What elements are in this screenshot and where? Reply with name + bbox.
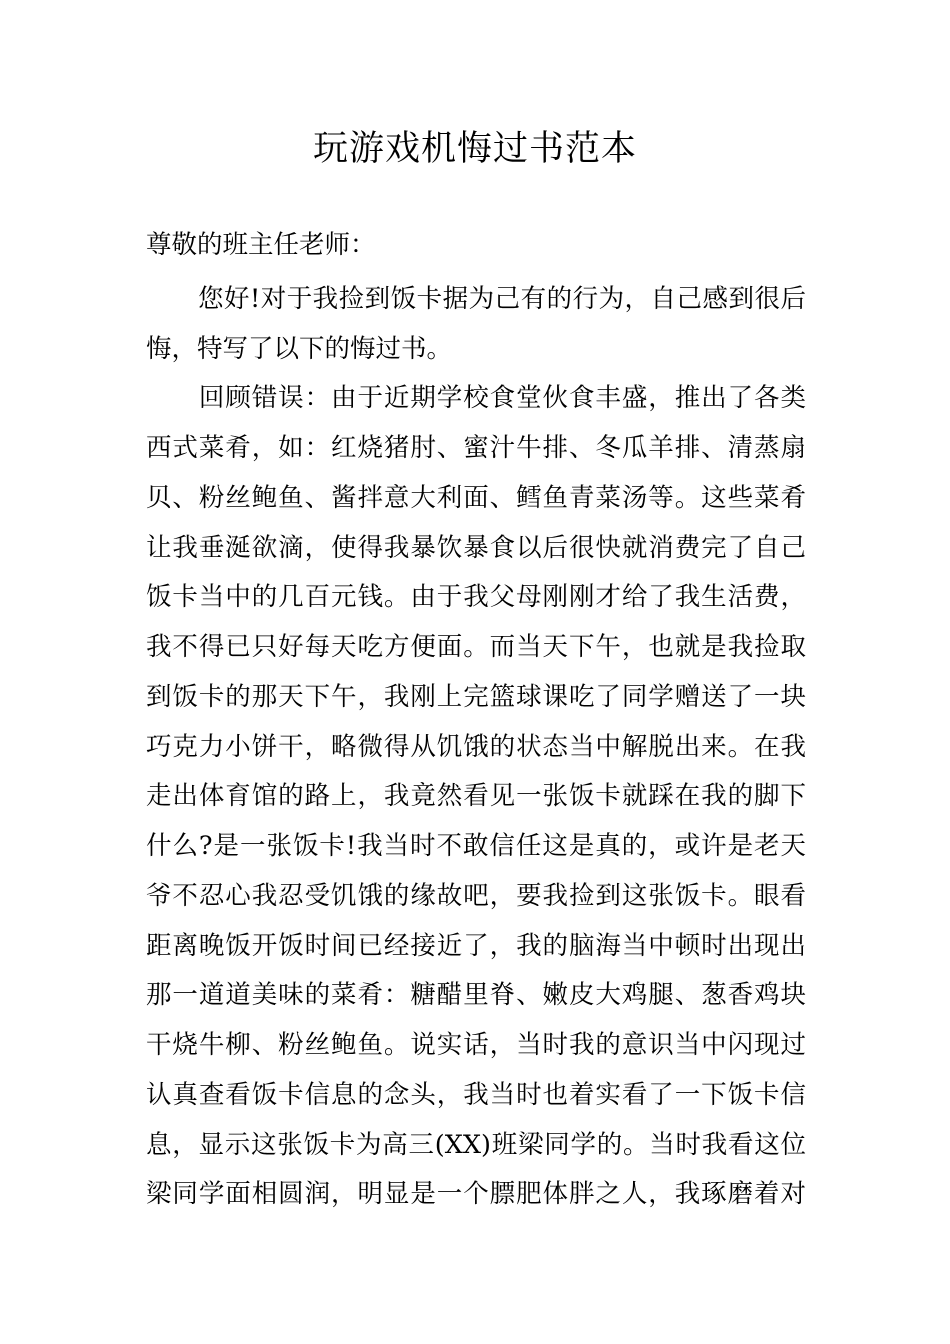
body-line: 悔，特写了以下的悔过书。 xyxy=(146,334,453,364)
body-line: 饭卡当中的几百元钱。由于我父母刚刚才给了我生活费， xyxy=(146,582,806,612)
body-line: 让我垂涎欲滴，使得我暴饮暴食以后很快就消费完了自己 xyxy=(146,533,806,563)
body-line: 您好!对于我捡到饭卡据为己有的行为，自己感到很后 xyxy=(146,284,806,314)
document-title: 玩游戏机悔过书范本 xyxy=(312,129,637,169)
salutation: 尊敬的班主任老师： xyxy=(146,230,376,260)
body-line: 那一道道美味的菜肴：糖醋里脊、嫩皮大鸡腿、葱香鸡块 xyxy=(146,980,806,1010)
body-line: 干烧牛柳、粉丝鲍鱼。说实话，当时我的意识当中闪现过 xyxy=(146,1030,806,1060)
body-line: 我不得已只好每天吃方便面。而当天下午，也就是我捡取 xyxy=(146,632,806,662)
body-line: 到饭卡的那天下午，我刚上完篮球课吃了同学赠送了一块 xyxy=(146,682,806,712)
body-line: 西式菜肴，如：红烧猪肘、蜜汁牛排、冬瓜羊排、清蒸扇 xyxy=(146,433,806,463)
body-line: 息，显示这张饭卡为高三(XX)班梁同学的。当时我看这位 xyxy=(146,1130,806,1160)
body-line: 贝、粉丝鲍鱼、酱拌意大利面、鳕鱼青菜汤等。这些菜肴 xyxy=(146,483,806,513)
body-line: 距离晚饭开饭时间已经接近了，我的脑海当中顿时出现出 xyxy=(146,931,806,961)
body-line: 认真查看饭卡信息的念头，我当时也着实看了一下饭卡信 xyxy=(146,1080,806,1110)
body-line: 什么?是一张饭卡!我当时不敢信任这是真的，或许是老天 xyxy=(146,831,806,861)
body-line: 走出体育馆的路上，我竟然看见一张饭卡就踩在我的脚下 xyxy=(146,781,806,811)
body-line: 梁同学面相圆润，明显是一个膘肥体胖之人，我琢磨着对 xyxy=(146,1179,806,1209)
body-line: 爷不忍心我忍受饥饿的缘故吧，要我捡到这张饭卡。眼看 xyxy=(146,881,806,911)
body-line: 巧克力小饼干，略微得从饥饿的状态当中解脱出来。在我 xyxy=(146,732,806,762)
body-line: 回顾错误：由于近期学校食堂伙食丰盛，推出了各类 xyxy=(146,383,806,413)
